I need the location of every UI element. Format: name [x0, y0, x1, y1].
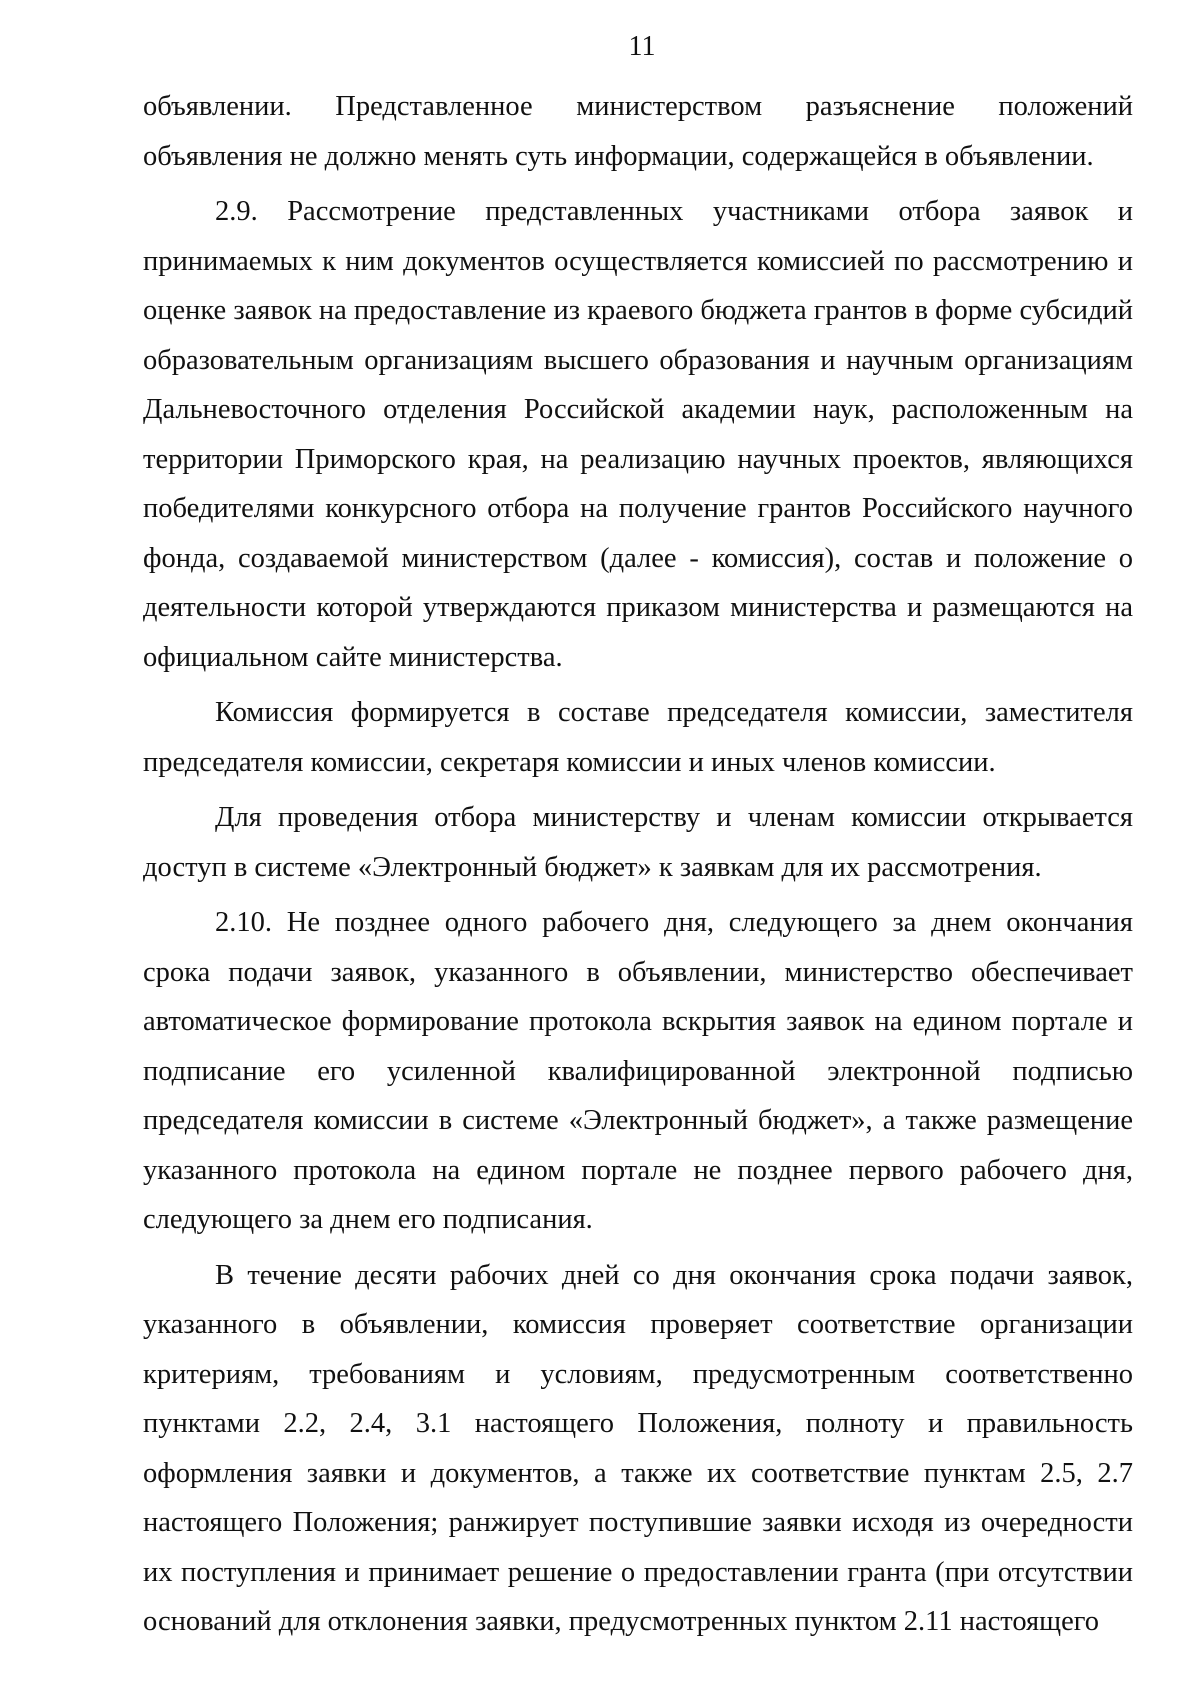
paragraph-access: Для проведения отбора министерству и членам комиссии открывается доступ в системе «Электронный бюджет» к заявкам для их рассмотрения. [143, 802, 1133, 883]
paragraph-commission: Комиссия формируется в составе председателя комиссии, заместителя председателя комиссии, секретаря комиссии и иных членов комиссии. [143, 697, 1133, 778]
document-body [143, 82, 1133, 1647]
paragraph-2-10: 2.10. Не позднее одного рабочего дня, следующего за днем окончания срока подачи заявок, указанного в объявлении, министерство обеспечивает автоматическое формирование протокола вскрытия заявок на едином портале и подписание его усиленной квалифицированной электронной подписью председателя комиссии в системе «Электронный бюджет», а также размещение указанного протокола на едином портале не позднее первого рабочего дня, следующего за днем его подписания. [143, 907, 1133, 1235]
paragraph-2-9: 2.9. Рассмотрение представленных участниками отбора заявок и принимаемых к ним документов осуществляется комиссией по рассмотрению и оценке заявок на предоставление из краевого бюджета грантов в форме субсидий образовательным организациям высшего образования и научным организациям Дальневосточного отделения Российской академии наук, расположенным на территории Приморского края, на реализацию научных проектов, являющихся победителями конкурсного отбора на получение грантов Российского научного фонда, создаваемой министерством (далее - комиссия), состав и положение о деятельности которой утверждаются приказом министерства и размещаются на официальном сайте министерства. [143, 196, 1133, 673]
paragraph-continuation: объявлении. Представленное министерством разъяснение положений объявления не должно менять суть информации, содержащейся в объявлении. [143, 91, 1133, 172]
page-number: 11 [628, 31, 656, 62]
paragraph-ten-days: В течение десяти рабочих дней со дня окончания срока подачи заявок, указанного в объявлении, комиссия проверяет соответствие организации критериям, требованиям и условиям, предусмотренным соответственно пунктами 2.2, 2.4, 3.1 настоящего Положения, полноту и правильность оформления заявки и документов, а также их соответствие пунктам 2.5, 2.7 настоящего Положения; ранжирует поступившие заявки исходя из очередности их поступления и принимает решение о предоставлении гранта (при отсутствии оснований для отклонения заявки, предусмотренных пунктом 2.11 настоящего [143, 1259, 1133, 1637]
